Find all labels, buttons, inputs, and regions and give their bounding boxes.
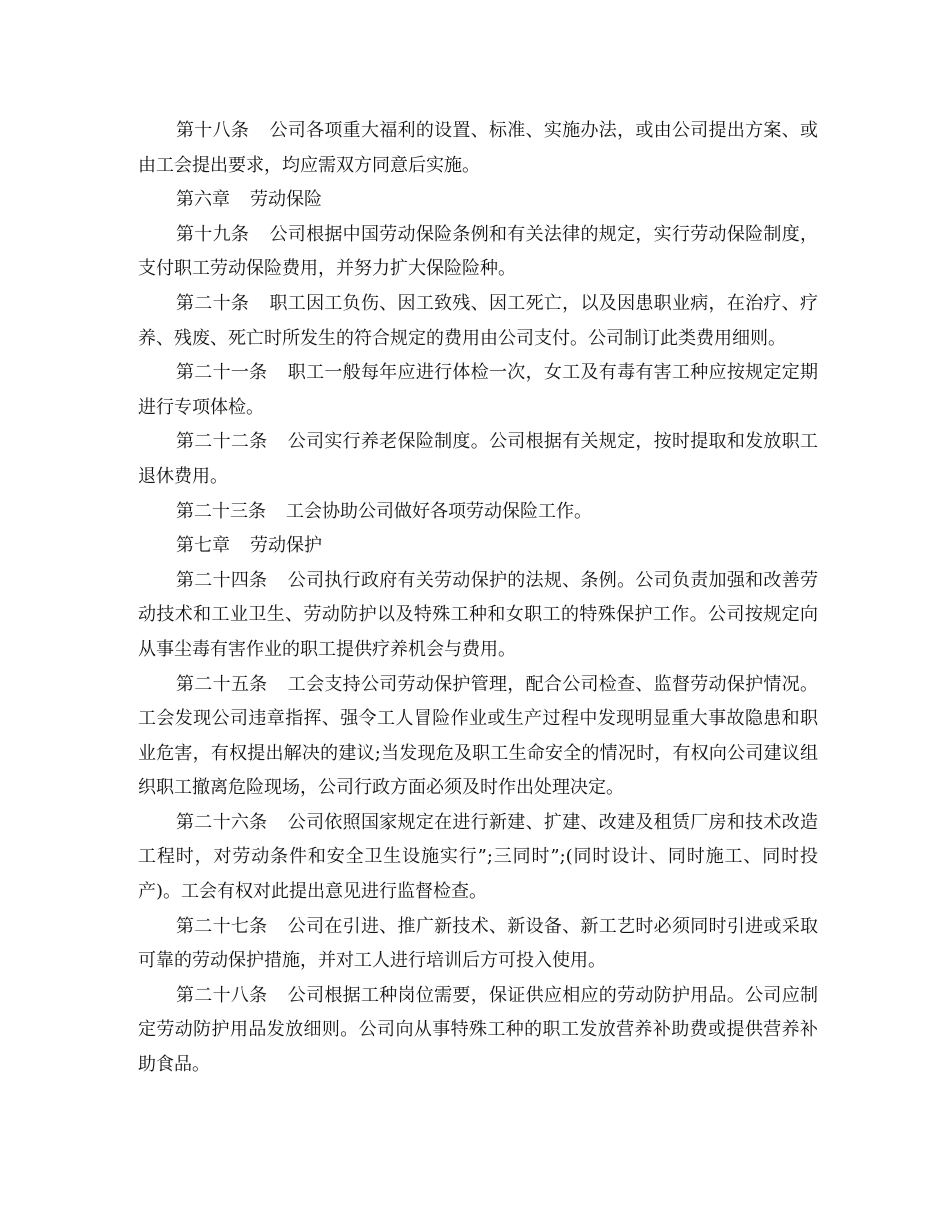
- chapter-number: 第六章: [176, 189, 230, 211]
- article-text: 公司依照国家规定在进行新建、扩建、改建及租赁厂房和技术改造工程时，对劳动条件和安全卫生设施实行”;三同时”;(同时设计、同时施工、同时投产)。工会有权对此提出意见进行监督检查。: [138, 811, 819, 903]
- article-text: 工会协助公司做好各项劳动保险工作。: [286, 500, 592, 522]
- article-text: 职工因工负伤、因工致残、因工死亡，以及因患职业病，在治疗、疗养、残废、死亡时所发生的符合规定的费用由公司支付。公司制订此类费用细则。: [138, 292, 819, 349]
- article-19: [138, 218, 818, 287]
- article-number: 第十八条: [176, 120, 250, 141]
- article-26: [138, 806, 818, 910]
- article-23: [138, 495, 818, 530]
- article-text: 职工一般每年应进行体检一次，女工及有毒有害工种应按规定定期进行专项体检。: [138, 362, 819, 418]
- article-28: [138, 979, 818, 1083]
- article-18: [138, 114, 818, 183]
- article-number: 第二十一条: [176, 362, 268, 384]
- article-text: 公司实行养老保险制度。公司根据有关规定，按时提取和发放职工退休费用。: [138, 431, 819, 487]
- chapter-number: 第七章: [176, 535, 230, 557]
- article-number: 第二十六条: [176, 811, 268, 833]
- article-25: [138, 668, 818, 806]
- article-text: 公司根据中国劳动保险条例和有关法律的规定，实行劳动保险制度，支付职工劳动保险费用，并努力扩大保险险种。: [138, 223, 819, 280]
- article-number: 第二十七条: [176, 915, 268, 937]
- article-24: [138, 564, 818, 668]
- article-number: 第十九条: [176, 223, 250, 245]
- document-body: [138, 114, 818, 1083]
- article-20: [138, 287, 818, 356]
- chapter-6-heading: [138, 183, 818, 218]
- chapter-7-heading: [138, 529, 818, 564]
- chapter-title: 劳动保护: [250, 535, 322, 557]
- article-number: 第二十三条: [176, 500, 266, 522]
- article-text: 公司在引进、推广新技术、新设备、新工艺时必须同时引进或采取可靠的劳动保护措施，并对工人进行培训后方可投入使用。: [138, 915, 819, 972]
- article-text: 公司执行政府有关劳动保护的法规、条例。公司负责加强和改善劳动技术和工业卫生、劳动防护以及特殊工种和女职工的特殊保护工作。公司按规定向从事尘毒有害作业的职工提供疗养机会与费用。: [138, 569, 819, 660]
- article-number: 第二十五条: [176, 673, 268, 695]
- article-text: 公司根据工种岗位需要，保证供应相应的劳动防护用品。公司应制定劳动防护用品发放细则。公司向从事特殊工种的职工发放营养补助费或提供营养补助食品。: [138, 984, 819, 1076]
- article-number: 第二十八条: [176, 984, 268, 1006]
- article-number: 第二十条: [176, 292, 250, 314]
- article-text: 工会支持公司劳动保护管理，配合公司检查、监督劳动保护情况。工会发现公司违章指挥、强令工人冒险作业或生产过程中发现明显重大事故隐患和职业危害，有权提出解决的建议;当发现危及职工生命安全的情况时，有权向公司建议组织职工撤离危险现场，公司行政方面必须及时作出处理决定。: [138, 673, 819, 799]
- article-27: [138, 910, 818, 979]
- article-number: 第二十四条: [176, 569, 268, 591]
- article-number: 第二十二条: [176, 431, 268, 453]
- article-text: 公司各项重大福利的设置、标准、实施办法，或由公司提出方案、或由工会提出要求，均应需双方同意后实施。: [138, 120, 819, 176]
- article-22: [138, 425, 818, 494]
- chapter-title: 劳动保险: [250, 189, 322, 211]
- article-21: [138, 356, 818, 425]
